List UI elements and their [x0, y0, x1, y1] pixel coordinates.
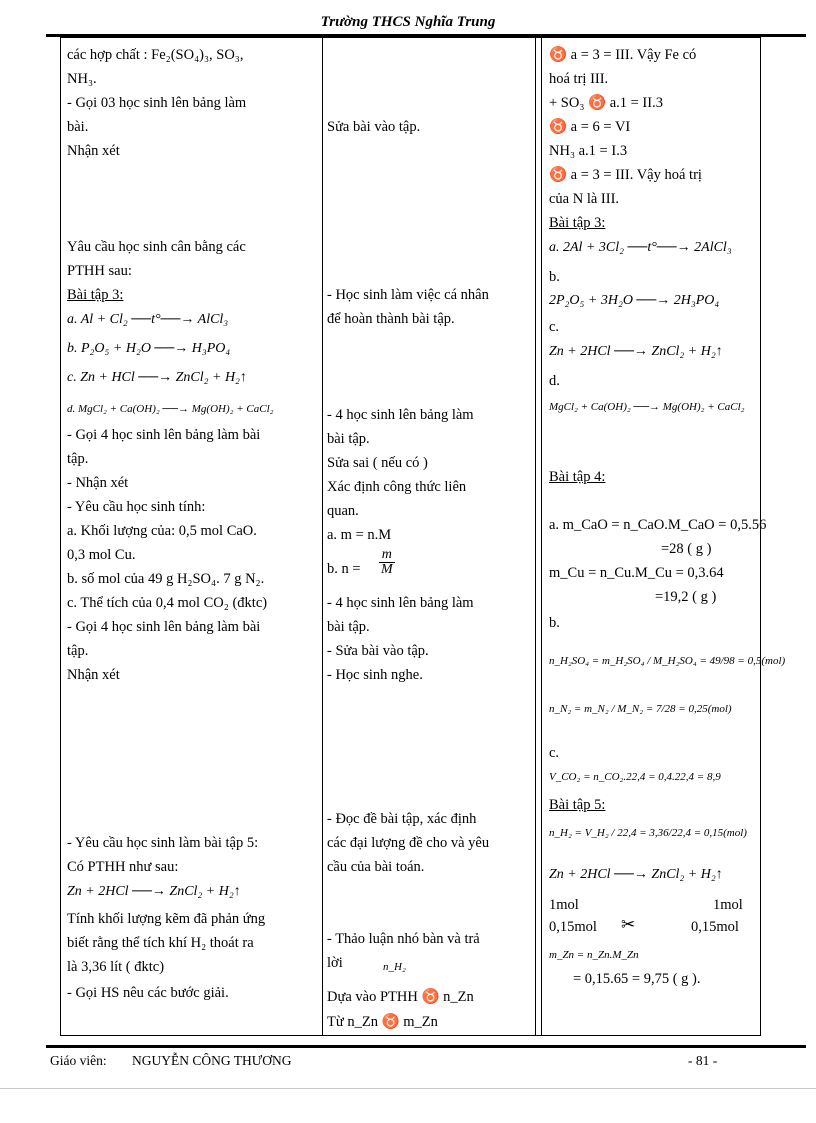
- text-line: c. Thể tích của 0,4 mol CO₂ (đktc): [67, 595, 268, 611]
- calc-line: m_Cu = n_Cu.M_Cu = 0,3.64: [549, 565, 724, 581]
- text-line: Nhận xét: [67, 667, 120, 683]
- text-line: + SO₃ ♉ a.1 = II.3: [549, 95, 663, 111]
- text-line: bài tập.: [327, 619, 370, 635]
- equation-line: c. Zn + HCl ──→ ZnCl₂ + H₂↑: [67, 370, 247, 385]
- text-line: - Sửa bài vào tập.: [327, 643, 429, 659]
- text-line: Xác định công thức liên: [327, 479, 467, 495]
- text-line: bài tập.: [327, 431, 370, 447]
- text-line: quan.: [327, 503, 359, 519]
- formula-mole-fraction: [379, 548, 395, 577]
- text-line: Sửa bài vào tập.: [327, 119, 421, 135]
- calc-line: n_N₂ = m_N₂ / M_N₂ = 7/28 = 0,25(mol): [549, 703, 732, 715]
- text-line: c.: [549, 745, 560, 761]
- text-line: Yâu cầu học sinh cân bằng các: [67, 239, 246, 255]
- text-line: Tính khối lượng kẽm đã phản ứng: [67, 911, 266, 927]
- text-line: của N là III.: [549, 191, 620, 207]
- page-number: - 81 -: [688, 1053, 718, 1068]
- equation-line: Zn + 2HCl ──→ ZnCl₂ + H₂↑: [67, 884, 241, 899]
- text-line: 0,15mol: [691, 919, 739, 935]
- text-line: - Gọi 4 học sinh lên bảng làm bài: [67, 427, 261, 443]
- exercise-heading: Bài tập 3:: [549, 215, 606, 231]
- text-line: 0,15mol: [549, 919, 597, 935]
- page-bottom-divider: [0, 1088, 816, 1089]
- formula-mass: a. m = n.M: [327, 527, 392, 543]
- text-line: lời: [327, 955, 343, 971]
- text-line: Nhận xét: [67, 143, 120, 159]
- equation-line: MgCl₂ + Ca(OH)₂ ──→ Mg(OH)₂ + CaCl₂: [549, 401, 745, 413]
- calc-line: =19,2 ( g ): [655, 589, 717, 605]
- teacher-label: Giáo viên:: [50, 1053, 107, 1068]
- text-line: tập.: [67, 643, 89, 659]
- board-content-column: [549, 38, 786, 1035]
- text-line: - Yêu cầu học sinh làm bài tập 5:: [67, 835, 259, 851]
- exercise-heading: Bài tập 4:: [549, 469, 606, 485]
- calc-line: =28 ( g ): [661, 541, 712, 557]
- teacher-name: NGUYỄN CÔNG THƯƠNG: [132, 1053, 292, 1068]
- lesson-table: [60, 37, 786, 1036]
- text-line: Sửa sai ( nếu có ): [327, 455, 428, 471]
- math-symbol: n_H₂: [383, 961, 406, 973]
- school-header: Trường THCS Nghĩa Trung: [320, 14, 496, 30]
- text-line: b. số mol của 49 g H₂SO₄. 7 g N₂.: [67, 571, 265, 587]
- fraction-denominator: M: [381, 562, 393, 577]
- text-line: - Gọi 4 học sinh lên bảng làm bài: [67, 619, 261, 635]
- text-line: hoá trị III.: [549, 71, 609, 87]
- text-line: ♉ a = 3 = III. Vậy hoá trị: [549, 167, 702, 183]
- text-line: Từ n_Zn ♉ m_Zn: [327, 1014, 438, 1030]
- teacher-activity-column: [67, 38, 323, 1035]
- calc-line: n_H₂ = V_H₂ / 22,4 = 3,36/22,4 = 0,15(mol): [549, 827, 747, 839]
- text-line: - Gọi 03 học sinh lên bảng làm: [67, 95, 247, 111]
- text-line: 1mol: [549, 897, 579, 913]
- text-line: ♉ a = 6 = VI: [549, 119, 631, 135]
- calc-line: n_H₂SO₄ = m_H₂SO₄ / M_H₂SO₄ = 49/98 = 0,5(mol): [549, 655, 786, 667]
- text-line: b.: [549, 615, 560, 631]
- calc-line: m_Zn = n_Zn.M_Zn: [549, 949, 639, 961]
- equation-line: 2P₂O₅ + 3H₂O ──→ 2H₃PO₄: [549, 293, 720, 308]
- column-divider-3: [541, 38, 542, 1035]
- equation-line: b. P₂O₅ + H₂O ──→ H₃PO₄: [67, 341, 231, 356]
- text-line: NH₃.: [67, 71, 97, 87]
- text-line: là 3,36 lít ( đktc): [67, 959, 165, 975]
- text-line: Có PTHH như sau:: [67, 859, 179, 875]
- formula-mole-label: b. n =: [327, 561, 361, 577]
- text-line: c.: [549, 319, 560, 335]
- text-line: - Học sinh nghe.: [327, 667, 423, 683]
- text-line: - Đọc đề bài tập, xác định: [327, 811, 477, 827]
- text-line: ♉ a = 3 = III. Vậy Fe có: [549, 47, 697, 63]
- text-line: NH₃ a.1 = I.3: [549, 143, 628, 159]
- text-line: - 4 học sinh lên bảng làm: [327, 407, 474, 423]
- text-line: - Yêu cầu học sinh tính:: [67, 499, 206, 515]
- text-line: - Gọi HS nêu các bước giải.: [67, 985, 229, 1001]
- equation-line: a. 2Al + 3Cl₂ ──t°──→ 2AlCl₃: [549, 240, 732, 255]
- student-activity-column: [327, 38, 537, 1035]
- text-line: d.: [549, 373, 560, 389]
- calc-line: = 0,15.65 = 9,75 ( g ).: [573, 971, 701, 987]
- text-line: để hoàn thành bài tập.: [327, 311, 455, 327]
- calc-line: V_CO₂ = n_CO₂.22,4 = 0,4.22,4 = 8,9: [549, 771, 721, 783]
- exercise-heading: Bài tập 3:: [67, 287, 124, 303]
- text-line: bài.: [67, 119, 89, 135]
- equation-line: Zn + 2HCl ──→ ZnCl₂ + H₂↑: [549, 867, 723, 882]
- text-line: b.: [549, 269, 560, 285]
- text-line: 1mol: [713, 897, 743, 913]
- footer-rule: [46, 1045, 806, 1048]
- text-line: biết rằng thể tích khí H₂ thoát ra: [67, 935, 254, 951]
- text-line: cầu của bài toán.: [327, 859, 425, 875]
- text-line: - Thảo luận nhó bàn và trả: [327, 931, 480, 947]
- text-line: PTHH sau:: [67, 263, 132, 279]
- fraction-numerator: m: [379, 548, 395, 563]
- text-line: các đại lượng đề cho và yêu: [327, 835, 490, 851]
- text-line: - 4 học sinh lên bảng làm: [327, 595, 474, 611]
- text-line: 0,3 mol Cu.: [67, 547, 136, 563]
- exercise-heading: Bài tập 5:: [549, 797, 606, 813]
- equation-line: d. MgCl₂ + Ca(OH)₂ ──→ Mg(OH)₂ + CaCl₂: [67, 403, 274, 415]
- scissors-icon: ✂: [621, 915, 636, 934]
- equation-line: Zn + 2HCl ──→ ZnCl₂ + H₂↑: [549, 344, 723, 359]
- text-line: các hợp chất : Fe₂(SO₄)₃, SO₃,: [67, 47, 244, 63]
- text-line: a. Khối lượng của: 0,5 mol CaO.: [67, 523, 257, 539]
- text-line: tập.: [67, 451, 89, 467]
- equation-line: a. Al + Cl₂ ──t°──→ AlCl₃: [67, 312, 229, 327]
- text-line: - Nhận xét: [67, 475, 129, 491]
- calc-line: a. m_CaO = n_CaO.M_CaO = 0,5.56: [549, 517, 767, 533]
- text-line: - Học sinh làm việc cá nhân: [327, 287, 489, 303]
- text-line: Dựa vào PTHH ♉ n_Zn: [327, 989, 474, 1005]
